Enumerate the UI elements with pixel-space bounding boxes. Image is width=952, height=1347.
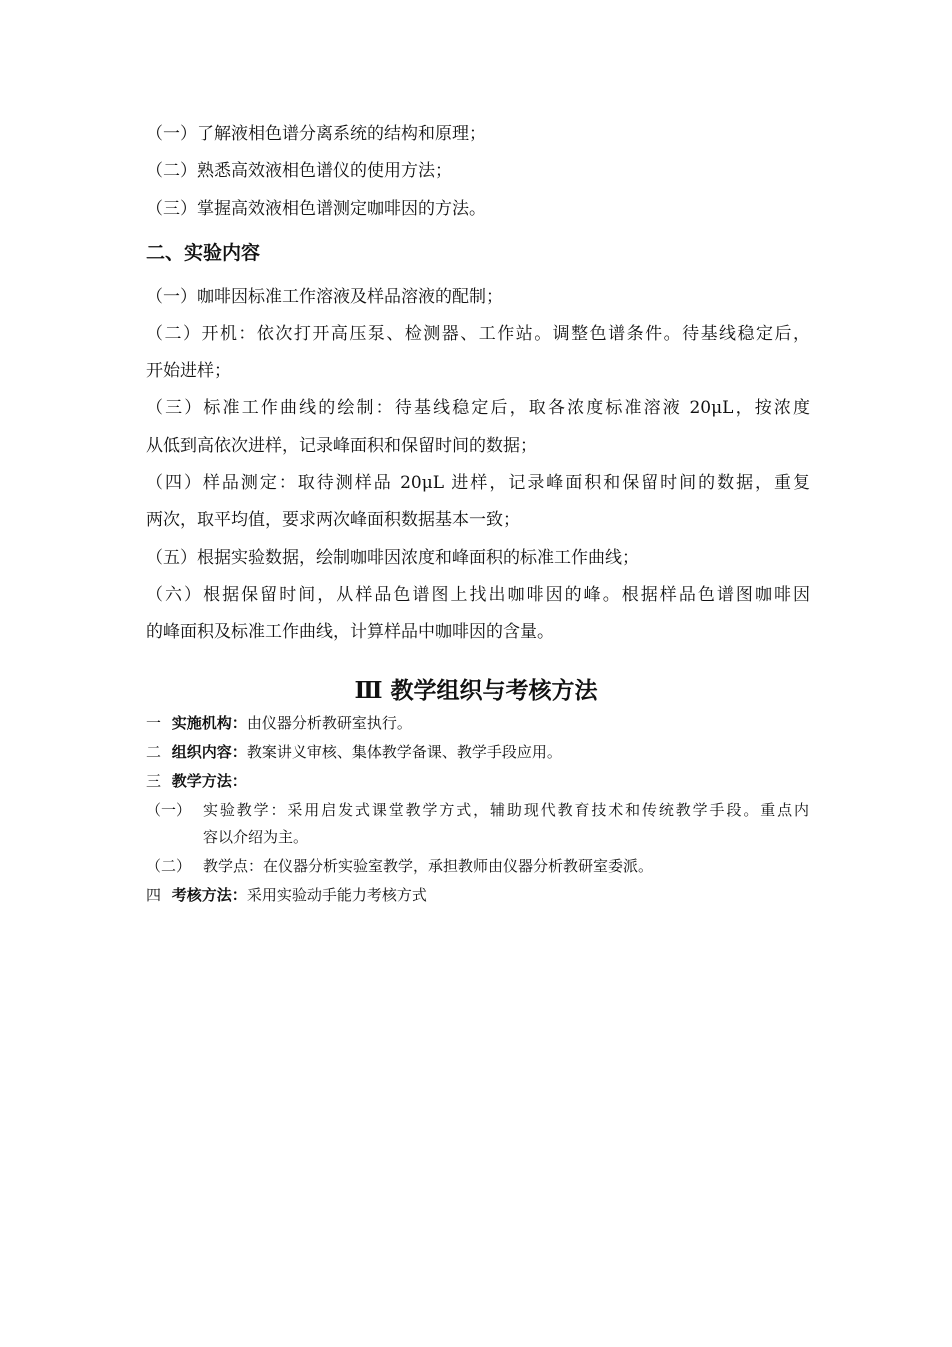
content-heading: 二、实验内容 — [146, 242, 261, 264]
objective-item-3: （三）掌握高效液相色谱测定咖啡因的方法。 — [146, 199, 486, 219]
org-item-4-text: 采用实验动手能力考核方式 — [246, 886, 427, 904]
org-item-4-label: 考核方法： — [171, 886, 247, 904]
sub-item-1-number: （一） — [146, 801, 192, 819]
sub-item-2-number: （二） — [146, 857, 192, 875]
content-line-3: 开始进样； — [146, 361, 231, 381]
org-item-1-label: 实施机构： — [171, 714, 247, 732]
sub-item-2-text: 教学点：在仪器分析实验室教学，承担教师由仪器分析教研室委派。 — [203, 857, 654, 875]
content-line-9: （六）根据保留时间，从样品色谱图上找出咖啡因的峰。根据样品色谱图咖啡因 — [146, 585, 810, 605]
org-item-2-text: 教案讲义审核、集体教学备课、教学手段应用。 — [246, 743, 562, 761]
content-line-1: （一）咖啡因标准工作溶液及样品溶液的配制； — [146, 287, 503, 307]
sub-item-1-line-1: 实验教学：采用启发式课堂教学方式，辅助现代教育技术和传统教学手段。重点内 — [203, 801, 809, 819]
objective-item-1: （一）了解液相色谱分离系统的结构和原理； — [146, 124, 486, 144]
content-line-8: （五）根据实验数据，绘制咖啡因浓度和峰面积的标准工作曲线； — [146, 548, 639, 568]
org-item-4-number: 四 — [146, 886, 162, 904]
org-item-2-label: 组织内容： — [171, 743, 247, 761]
content-line-5: 从低到高依次进样，记录峰面积和保留时间的数据； — [146, 436, 537, 456]
sub-item-1-line-2: 容以介绍为主。 — [203, 828, 309, 846]
content-line-2: （二）开机：依次打开高压泵、检测器、工作站。调整色谱条件。待基线稳定后， — [146, 324, 810, 344]
org-item-3-number: 三 — [146, 772, 162, 790]
org-item-2-number: 二 — [146, 743, 162, 761]
org-item-1-number: 一 — [146, 714, 162, 732]
org-item-3-label: 教学方法： — [171, 772, 247, 790]
org-item-4 — [146, 886, 427, 904]
org-item-3 — [146, 772, 247, 790]
org-item-1 — [146, 714, 412, 732]
section-title: Ⅲ 教学组织与考核方法 — [354, 677, 598, 704]
content-line-6: （四）样品测定：取待测样品 20μL 进样，记录峰面积和保留时间的数据，重复 — [146, 473, 810, 493]
org-item-2 — [146, 743, 562, 761]
org-item-1-text: 由仪器分析教研室执行。 — [246, 714, 412, 732]
content-line-10: 的峰面积及标准工作曲线，计算样品中咖啡因的含量。 — [146, 622, 554, 642]
content-line-7: 两次，取平均值，要求两次峰面积数据基本一致； — [146, 510, 520, 530]
content-line-4: （三）标准工作曲线的绘制：待基线稳定后，取各浓度标准溶液 20μL，按浓度 — [146, 398, 810, 418]
objective-item-2: （二）熟悉高效液相色谱仪的使用方法； — [146, 161, 452, 181]
